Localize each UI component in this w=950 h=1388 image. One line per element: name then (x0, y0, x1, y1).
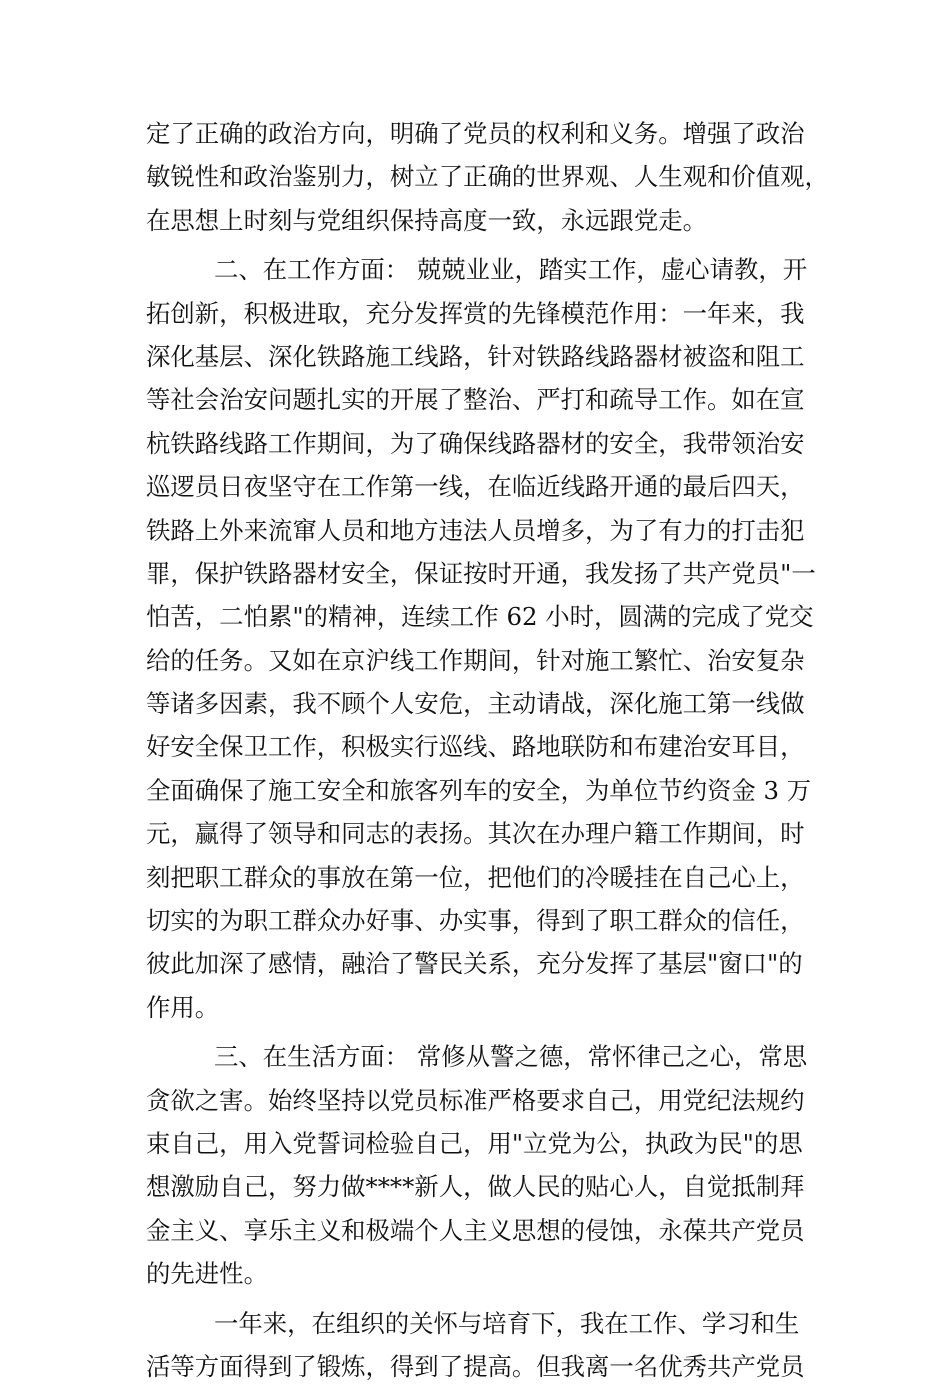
text-line: 金主义、享乐主义和极端个人主义思想的侵蚀，永葆共产党员 (146, 1215, 805, 1245)
text-line: 等诸多因素，我不顾个人安危，主动请战，深化施工第一线做 (146, 689, 805, 719)
text-line: 在思想上时刻与党组织保持高度一致，永远跟党走。 (146, 205, 707, 235)
text-line: 束自己，用入党誓词检验自己，用"立党为公，执政为民"的思 (146, 1128, 803, 1158)
text-line: 巡逻员日夜坚守在工作第一线，在临近线路开通的最后四天， (146, 472, 805, 502)
text-line: 一年来，在组织的关怀与培育下，我在工作、学习和生 (214, 1308, 800, 1338)
text-line: 罪，保护铁路器材安全，保证按时开通，我发扬了共产党员"一 (146, 558, 816, 588)
text-line: 拓创新，积极进取，充分发挥赏的先锋模范作用：一年来，我 (146, 298, 805, 328)
text-line: 三、在生活方面： 常修从警之德，常怀律己之心，常思 (214, 1042, 808, 1072)
text-line: 铁路上外来流窜人员和地方违法人员增多，为了有力的打击犯 (146, 515, 805, 545)
text-line: 深化基层、深化铁路施工线路，针对铁路线路器材被盗和阻工 (146, 341, 805, 371)
text-line: 贪欲之害。始终坚持以党员标准严格要求自己，用党纪法规约 (146, 1085, 805, 1115)
text-line: 活等方面得到了锻炼，得到了提高。但我离一名优秀共产党员 (146, 1351, 805, 1381)
text-line: 定了正确的政治方向，明确了党员的权利和义务。增强了政治 (146, 119, 805, 148)
text-line: 敏锐性和政治鉴别力，树立了正确的世界观、人生观和价值观， (146, 162, 829, 192)
text-line: 元，赢得了领导和同志的表扬。其次在办理户籍工作期间，时 (146, 819, 805, 849)
text-line: 切实的为职工群众办好事、办实事，得到了职工群众的信任， (146, 906, 805, 936)
text-line: 的先进性。 (146, 1259, 268, 1289)
text-line: 彼此加深了感情，融洽了警民关系，充分发挥了基层"窗口"的 (146, 949, 803, 979)
text-line: 怕苦，二怕累"的精神，连续工作 62 小时，圆满的完成了党交 (146, 602, 814, 632)
text-line: 等社会治安问题扎实的开展了整治、严打和疏导工作。如在宣 (146, 385, 805, 415)
document-body (146, 112, 829, 1388)
text-line: 杭铁路线路工作期间，为了确保线路器材的安全，我带领治安 (146, 428, 805, 458)
text-line: 想激励自己，努力做****新人，做人民的贴心人，自觉抵制拜 (146, 1172, 805, 1202)
text-line: 好安全保卫工作，积极实行巡线、路地联防和布建治安耳目， (146, 732, 805, 762)
text-line: 全面确保了施工安全和旅客列车的安全，为单位节约资金 3 万 (146, 775, 812, 805)
text-line: 刻把职工群众的事放在第一位，把他们的冷暖挂在自己心上， (146, 862, 805, 892)
text-line: 作用。 (146, 992, 220, 1022)
text-line: 二、在工作方面： 兢兢业业，踏实工作，虚心请教，开 (214, 255, 808, 285)
text-line: 给的任务。又如在京沪线工作期间，针对施工繁忙、治安复杂 (146, 645, 805, 675)
